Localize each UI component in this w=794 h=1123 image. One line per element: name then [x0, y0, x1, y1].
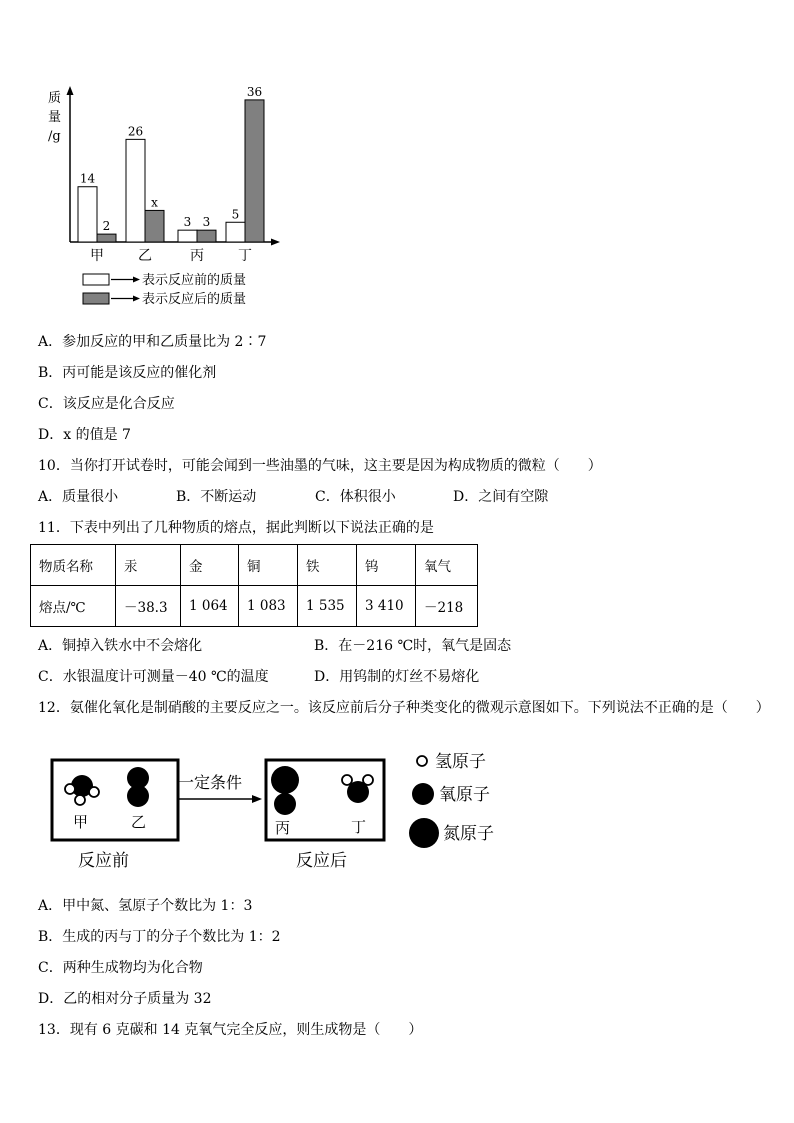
legend-arrow-head	[133, 296, 140, 302]
table-cell: 物质名称	[31, 545, 116, 586]
legend-swatch	[83, 293, 109, 304]
y-axis-label: 量	[48, 110, 62, 125]
bar-data-label: 5	[231, 207, 240, 222]
legend-oxygen: 氧原子	[439, 785, 490, 805]
q11-option-a: A．铜掉入铁水中不会熔化	[38, 638, 203, 654]
table-cell: －218	[416, 586, 478, 627]
label-jia: 甲	[73, 813, 89, 831]
q12-stem: 12．氨催化氧化是制硝酸的主要反应之一。该反应前后分子种类变化的微观示意图如下。下列说法不正确的是（ ）	[38, 700, 770, 716]
legend-entry: 表示反应后的质量	[142, 292, 247, 307]
q10-option-c: C．体积很小	[315, 489, 396, 505]
table-cell: 氧气	[416, 545, 478, 586]
table-cell: 熔点/℃	[31, 586, 116, 627]
q10-option-a: A．质量很小	[38, 489, 119, 505]
q11-option-d: D．用钨制的灯丝不易熔化	[314, 669, 480, 685]
label-ding: 丁	[351, 818, 367, 836]
table-cell: 汞	[116, 545, 181, 586]
before-box	[52, 760, 178, 840]
bar-after-2	[197, 230, 216, 242]
bar-data-label: x	[151, 195, 158, 210]
x-tick-label: 丙	[190, 248, 204, 264]
label-yi: 乙	[131, 813, 147, 831]
q10-option-b: B．不断运动	[176, 489, 257, 505]
q9-option-b: B．丙可能是该反应的催化剂	[38, 365, 217, 381]
q9-option-c: C．该反应是化合反应	[38, 396, 175, 412]
table-cell: 铜	[239, 545, 298, 586]
y-axis-label: 质	[48, 91, 62, 106]
legend-arrow-head	[133, 277, 140, 283]
bar-data-label: 3	[183, 215, 192, 230]
bar-before-3	[226, 222, 245, 242]
label-before: 反应前	[78, 851, 129, 871]
table-cell: 1 535	[298, 586, 357, 627]
nitrogen-atom-icon	[409, 818, 439, 848]
q10-stem: 10．当你打开试卷时，可能会闻到一些油墨的气味，这主要是因为构成物质的微粒（ ）	[38, 458, 602, 474]
table-cell: －38.3	[116, 586, 181, 627]
legend-entry: 表示反应前的质量	[142, 273, 247, 288]
table-cell: 金	[181, 545, 239, 586]
table-cell: 3 410	[357, 586, 416, 627]
q10-option-d: D．之间有空隙	[453, 489, 549, 505]
x-axis-arrow	[271, 239, 280, 246]
molecule-yi	[127, 767, 149, 807]
bar-data-label: 2	[102, 219, 111, 234]
q11-option-c: C．水银温度计可测量－40 ℃的温度	[38, 669, 269, 685]
bar-after-1	[145, 210, 164, 242]
bar-after-3	[245, 100, 264, 242]
bar-before-0	[78, 187, 97, 242]
label-bing: 丙	[275, 819, 291, 837]
y-axis-label: /g	[48, 129, 61, 144]
oxygen-atom-icon	[412, 783, 434, 805]
table-cell: 1 064	[181, 586, 239, 627]
bar-before-2	[178, 230, 197, 242]
reaction-arrow-head	[252, 795, 262, 803]
table-cell: 铁	[298, 545, 357, 586]
q11-stem: 11．下表中列出了几种物质的熔点，据此判断以下说法正确的是	[38, 520, 434, 536]
q12-option-b: B．生成的丙与丁的分子个数比为 1：2	[38, 929, 281, 945]
bar-after-0	[97, 234, 116, 242]
q11-option-b: B．在－216 ℃时，氧气是固态	[314, 638, 512, 654]
y-axis-arrow	[67, 86, 74, 95]
label-after: 反应后	[296, 851, 347, 871]
legend-hydrogen: 氢原子	[435, 752, 486, 772]
x-tick-label: 甲	[90, 248, 104, 264]
x-tick-label: 丁	[238, 248, 252, 264]
melting-point-table	[30, 544, 478, 627]
atom-legend	[409, 752, 494, 848]
mass-bar-chart	[40, 80, 290, 315]
legend-swatch	[83, 274, 109, 285]
bar-data-label: 36	[246, 84, 263, 99]
hydrogen-atom-icon	[417, 756, 427, 766]
x-tick-label: 乙	[138, 248, 152, 264]
bar-before-1	[126, 139, 145, 242]
molecule-jia	[65, 775, 99, 805]
legend-nitrogen: 氮原子	[443, 824, 494, 844]
bar-data-label: 3	[202, 215, 211, 230]
bar-data-label: 14	[79, 171, 96, 186]
bar-data-label: 26	[127, 124, 144, 139]
table-row	[31, 586, 478, 627]
q9-option-a: A．参加反应的甲和乙质量比为 2∶7	[38, 334, 267, 350]
table-cell: 钨	[357, 545, 416, 586]
molecule-bing	[271, 766, 299, 815]
molecule-ding	[342, 775, 373, 803]
table-cell: 1 083	[239, 586, 298, 627]
q9-option-d: D．x 的值是 7	[38, 427, 131, 443]
q12-option-d: D．乙的相对分子质量为 32	[38, 991, 212, 1007]
q12-option-c: C．两种生成物均为化合物	[38, 960, 203, 976]
reaction-condition: 一定条件	[178, 773, 243, 792]
reaction-diagram	[40, 740, 520, 880]
q12-option-a: A．甲中氮、氢原子个数比为 1：3	[38, 898, 253, 914]
table-row	[31, 545, 478, 586]
q13-stem: 13．现有 6 克碳和 14 克氧气完全反应，则生成物是（ ）	[38, 1022, 423, 1038]
